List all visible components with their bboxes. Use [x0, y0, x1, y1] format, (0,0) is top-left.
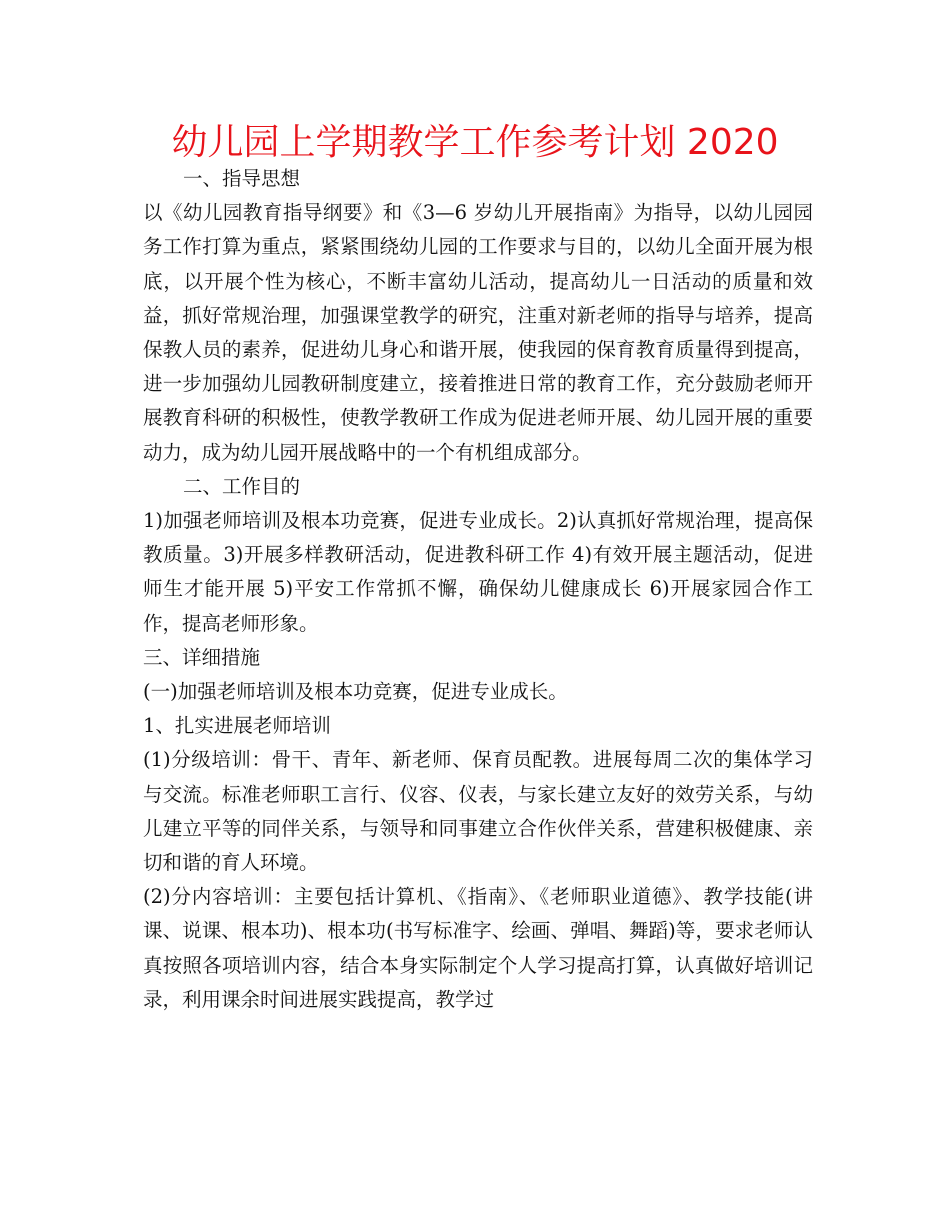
section-heading-detailed-measures: 三、详细措施 [143, 645, 261, 669]
subheading-training-item-1: 1、扎实进展老师培训 [143, 714, 331, 738]
paragraph-content-training: (2)分内容培训：主要包括计算机、《指南》、《老师职业道德》、教学技能(讲课、说课、根本功)、根本功(书写标准字、绘画、弹唱、舞蹈)等，要求老师认真按照各项培训内容，结合本身实际制定个人学习提高打算，认真做好培训记录，利用课余时间进展实践提高，教学过 [143, 885, 813, 1011]
section-heading-work-goals: 二、工作目的 [183, 474, 301, 498]
document-body [143, 162, 813, 1017]
subheading-teacher-training: (一)加强老师培训及根本功竞赛，促进专业成长。 [143, 680, 568, 704]
paragraph-graded-training: (1)分级培训：骨干、青年、新老师、保育员配教。进展每周二次的集体学习与交流。标准老师职工言行、仪容、仪表，与家长建立友好的效劳关系，与幼儿建立平等的同伴关系，与领导和同事建立合作伙伴关系，营建积极健康、亲切和谐的育人环境。 [143, 748, 813, 875]
paragraph-work-goals: 1)加强老师培训及根本功竞赛，促进专业成长。2)认真抓好常规治理，提高保教质量。3)开展多样教研活动，促进教科研工作 4)有效开展主题活动，促进师生才能开展 5)平安工作常抓不懈，确保幼儿健康成长 6)开展家园合作工作，提高老师形象。 [143, 509, 813, 635]
section-heading-guiding-thought: 一、指导思想 [183, 167, 301, 190]
paragraph-guiding-thought: 以《幼儿园教育指导纲要》和《3—6 岁幼儿开展指南》为指导，以幼儿园园务工作打算为重点，紧紧围绕幼儿园的工作要求与目的，以幼儿全面开展为根底，以开展个性为核心，不断丰富幼儿活动，提高幼儿一日活动的质量和效益，抓好常规治理，加强课堂教学的研究，注重对新老师的指导与培养，提高保教人员的素养，促进幼儿身心和谐开展，使我园的保育教育质量得到提高，进一步加强幼儿园教研制度建立，接着推进日常的教育工作，充分鼓励老师开展教育科研的积极性，使教学教研工作成为促进老师开展、幼儿园开展的重要动力，成为幼儿园开展战略中的一个有机组成部分。 [143, 201, 813, 464]
document-title: 幼儿园上学期教学工作参考计划 2020 [171, 122, 779, 163]
